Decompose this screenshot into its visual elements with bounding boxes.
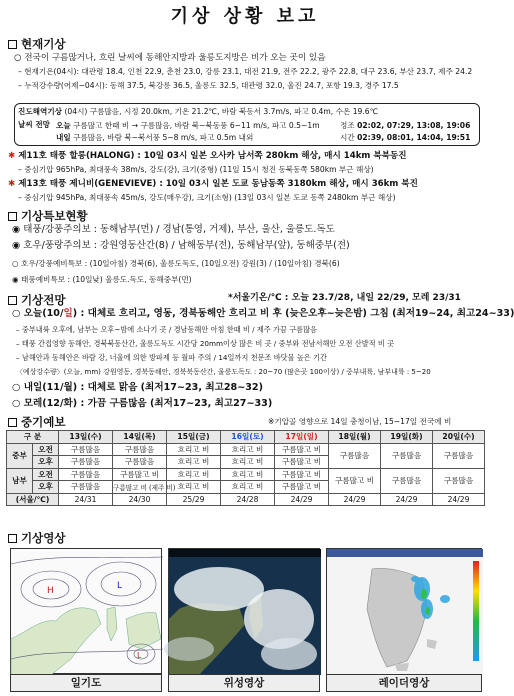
obs-label: 진도해역기상 (18, 107, 63, 116)
current-rain: – 누적강수량(어제~04시): 동해 37.5, 북강릉 36.5, 울릉도 32.5, 대관령 32.0, 울진 24.7, 포항 19.3, 경주 17.5 (18, 81, 399, 90)
obs-text: (04시) 구름많음, 시정 20.0km, 기온 21.2℃, 바람 북동서 3.7m/s, 파고 0.4m, 수온 19.6℃ (64, 107, 379, 116)
typhoon-text: 제13호 태풍 제니비(GENEVIEVE) : 10일 03시 일본 도쿄 동남동쪽 3180km 해상, 매시 36km 북진 (18, 179, 418, 189)
day-header: 13일(수) (59, 431, 113, 444)
satellite-image (168, 548, 320, 674)
today-outlook (12, 308, 514, 320)
midterm-note: ※기압골 영향으로 14일 충청이남, 15~17일 전국에 비 (268, 417, 452, 426)
section-warnings (8, 208, 88, 224)
weather-chart-icon (11, 549, 163, 675)
table-cell: 구름많고 비 (329, 468, 381, 493)
table-cell: 구름많음 (433, 443, 485, 468)
temp-label: (서울/℃) (7, 493, 59, 506)
radar-image (326, 548, 482, 674)
table-row (7, 431, 485, 444)
tide-label: 시간 (340, 133, 355, 142)
section-title: 기상전망 (21, 293, 66, 307)
table-cell: 흐리고 비 (167, 468, 221, 481)
table-cell: 구름많고 비 (275, 481, 329, 494)
asterisk-icon: ✱ (8, 179, 16, 189)
typhoon-text: 제11호 태풍 할롱(HALONG) : 10일 03시 일본 오사카 남서쪽 280km 해상, 매시 14km 북북동진 (18, 151, 407, 161)
table-cell: 흐리고 비 (221, 468, 275, 481)
section-outlook (8, 292, 65, 308)
section-box-icon (8, 418, 17, 427)
obs-text: 구름많음, 바람 북~북서풍 5~8 m/s, 파고 0.5m 내외 (73, 133, 254, 142)
tide-times-2 (340, 132, 470, 144)
table-cell: 구름많고 비 (275, 456, 329, 469)
section-images (8, 530, 65, 546)
temp-cell: 24/29 (275, 493, 329, 506)
today-text: ) : 대체로 흐리고, 영동, 경북동해안 흐리고 비 후 (늦은오후~늦은밤) 그침 (최저19~24, 최고24~33) (72, 308, 514, 319)
day-header: 15일(금) (167, 431, 221, 444)
typhoon-13-detail: – 중심기압 945hPa, 최대풍속 45m/s, 강도(매우강), 크기(소형) (13일 03시 일본 도쿄 동쪽 2480km 부근 해상) (18, 193, 396, 202)
temp-cell: 24/28 (221, 493, 275, 506)
forecast-label: 날씨 전망 (18, 120, 50, 129)
outlook-note-3: – 남해안과 동해안은 바람 강, 너울에 의한 방파제 등 월파 주의 / 14일까지 천문조 바닷물 높은 기간 (16, 353, 327, 362)
temp-cell: 24/29 (433, 493, 485, 506)
region-label: 중부 (7, 443, 33, 468)
section-box-icon (8, 296, 17, 305)
midterm-table (6, 430, 485, 506)
day-header: 19일(화) (381, 431, 433, 444)
table-cell: 구름많음 (381, 443, 433, 468)
table-cell: 구름많음 (59, 443, 113, 456)
today-weekday: 일 (63, 308, 73, 319)
table-corner: 구 분 (7, 431, 59, 444)
tide-times-1 (340, 120, 470, 132)
section-title: 기상특보현황 (21, 209, 88, 223)
today-label: ○ 오늘(10/ (12, 308, 64, 319)
svg-text:L: L (117, 581, 123, 591)
table-row (7, 493, 485, 506)
period-label: 오전 (33, 468, 59, 481)
table-cell: 흐리고 비 (221, 443, 275, 456)
table-cell: 구름많음 (113, 456, 167, 469)
section-current (8, 36, 65, 52)
section-box-icon (8, 534, 17, 543)
tide-values: 02:39, 08:01, 14:04, 19:51 (357, 133, 471, 142)
outlook-note-1: – 중부내륙 오후에, 남부는 오후~밤에 소나기 곳 / 경남동해안 아침 한때 비 / 제주 가끔 구름많음 (16, 325, 317, 334)
tide-label: 정조 (340, 121, 355, 130)
table-cell: 구름많음 (59, 468, 113, 481)
caption-radar: 레이더영상 (326, 674, 482, 692)
table-cell: 구름많음 (59, 456, 113, 469)
table-row (7, 443, 485, 456)
current-temps: – 현재기온(04시): 대관령 18.4, 인천 22.9, 춘천 23.0, 강릉 23.1, 대전 21.9, 전주 22.2, 광주 22.8, 대구 23.6, 부산 23.7, 제주 24.2 (18, 67, 473, 76)
dayafter-outlook: ○ 모레(12/화) : 가끔 구름많음 (최저17~23, 최고27~33) (12, 398, 273, 409)
table-cell: 흐리고 비 (167, 456, 221, 469)
temp-cell: 25/29 (167, 493, 221, 506)
obs-forecast-today (56, 120, 320, 132)
asterisk-icon: ✱ (8, 151, 16, 161)
table-cell: 구름많고 비 (113, 468, 167, 481)
tomorrow-outlook: ○ 내일(11/월) : 대체로 맑음 (최저17~23, 최고28~32) (12, 382, 263, 393)
table-row (7, 468, 485, 481)
warning-2: ◉ 호우/풍랑주의보 : 강원영동산간(8) / 남해동부(전), 동해남부(앞), 동해중부(전) (12, 240, 350, 251)
period-label: 오전 (33, 443, 59, 456)
typhoon-13 (8, 178, 418, 190)
seoul-temp-ref: *서울기온/℃ : 오늘 23.7/28, 내일 22/29, 모레 23/31 (228, 293, 461, 303)
outlook-note-2: – 태풍 간접영향 동해안, 경북북동산간, 울릉도독도 시간당 20mm이상 많은 비 곳 / 중부와 전남서해안 오전 산발적 비 곳 (16, 339, 395, 348)
section-title: 기상영상 (21, 531, 66, 545)
day-header: 18일(월) (329, 431, 381, 444)
table-cell: 구름많음 (113, 443, 167, 456)
current-summary: ○ 전국이 구름많거나, 흐린 날씨에 동해안지방과 울릉도지방은 비가 오는 곳이 있음 (14, 53, 326, 63)
table-cell: 구름많음 (433, 468, 485, 493)
temp-cell: 24/30 (113, 493, 167, 506)
table-cell: 흐리고 비 (221, 481, 275, 494)
section-title: 현재기상 (21, 37, 66, 51)
table-cell: 구름많음 (329, 443, 381, 468)
day-header: 20일(수) (433, 431, 485, 444)
day-header: 16일(토) (221, 431, 275, 444)
section-midterm (8, 414, 65, 430)
typhoon-11 (8, 150, 407, 162)
radar-icon (327, 549, 483, 675)
table-cell: 흐리고 비 (221, 456, 275, 469)
section-box-icon (8, 212, 17, 221)
period-label: 오후 (33, 481, 59, 494)
temp-cell: 24/29 (329, 493, 381, 506)
obs-line-1 (18, 106, 378, 118)
section-title: 중기예보 (21, 415, 66, 429)
obs-day: 내일 (56, 133, 71, 142)
section-box-icon (8, 40, 17, 49)
warning-3: ○ 호우/강풍예비특보 : (10일아침) 경북(6), 울릉도독도, (10일오전) 강원(3) / (10일아침) 경북(6) (12, 259, 340, 268)
table-cell: 구름많고 비 (제주 비) (113, 481, 167, 494)
table-cell: 구름많고 비 (275, 443, 329, 456)
obs-day: 오늘 (56, 121, 71, 130)
temp-cell: 24/31 (59, 493, 113, 506)
table-cell: 구름많음 (59, 481, 113, 494)
weather-chart-image (10, 548, 162, 674)
day-header: 14일(목) (113, 431, 167, 444)
table-cell: 구름많고 비 (275, 468, 329, 481)
warning-1: ◉ 태풍/강풍주의보 : 동해남부(먼) / 경남(통영, 거제), 부산, 울산, 울릉도.독도 (12, 224, 335, 235)
table-cell: 흐리고 비 (167, 443, 221, 456)
svg-text:H: H (47, 586, 54, 596)
expected-rainfall: 〈예상강수량〉(오늘, mm) 강원영동, 경북동해안, 경북북동산간, 울릉도독도 : 20~70 (많은곳 100이상) / 중부내륙, 남부내륙 : 5~20 (16, 368, 431, 376)
period-label: 오후 (33, 456, 59, 469)
caption-satellite: 위성영상 (168, 674, 320, 692)
satellite-icon (169, 549, 321, 675)
day-header: 17일(일) (275, 431, 329, 444)
page-title: 기상 상황 보고 (170, 6, 320, 27)
obs-text: 구름많고 한때 비 → 구름많음, 바람 북~북동풍 6~11 m/s, 파고 0.5~1m (73, 121, 320, 130)
caption-weather-chart: 일기도 (10, 674, 162, 692)
temp-cell: 24/29 (381, 493, 433, 506)
warning-4: ◉ 태풍예비특보 : (10일낮) 울릉도.독도, 동해중부(먼) (12, 275, 192, 284)
tide-values: 02:02, 07:29, 13:08, 19:06 (357, 121, 471, 130)
region-label: 남부 (7, 468, 33, 493)
svg-text:L: L (137, 651, 142, 660)
table-cell: 구름많음 (381, 468, 433, 493)
typhoon-11-detail: – 중심기압 965hPa, 최대풍속 38m/s, 강도(강), 크기(중형) (11일 15시 청진 동북동쪽 580km 부근 해상) (18, 165, 374, 174)
table-cell: 흐리고 비 (167, 481, 221, 494)
obs-forecast-tomorrow (56, 132, 253, 144)
